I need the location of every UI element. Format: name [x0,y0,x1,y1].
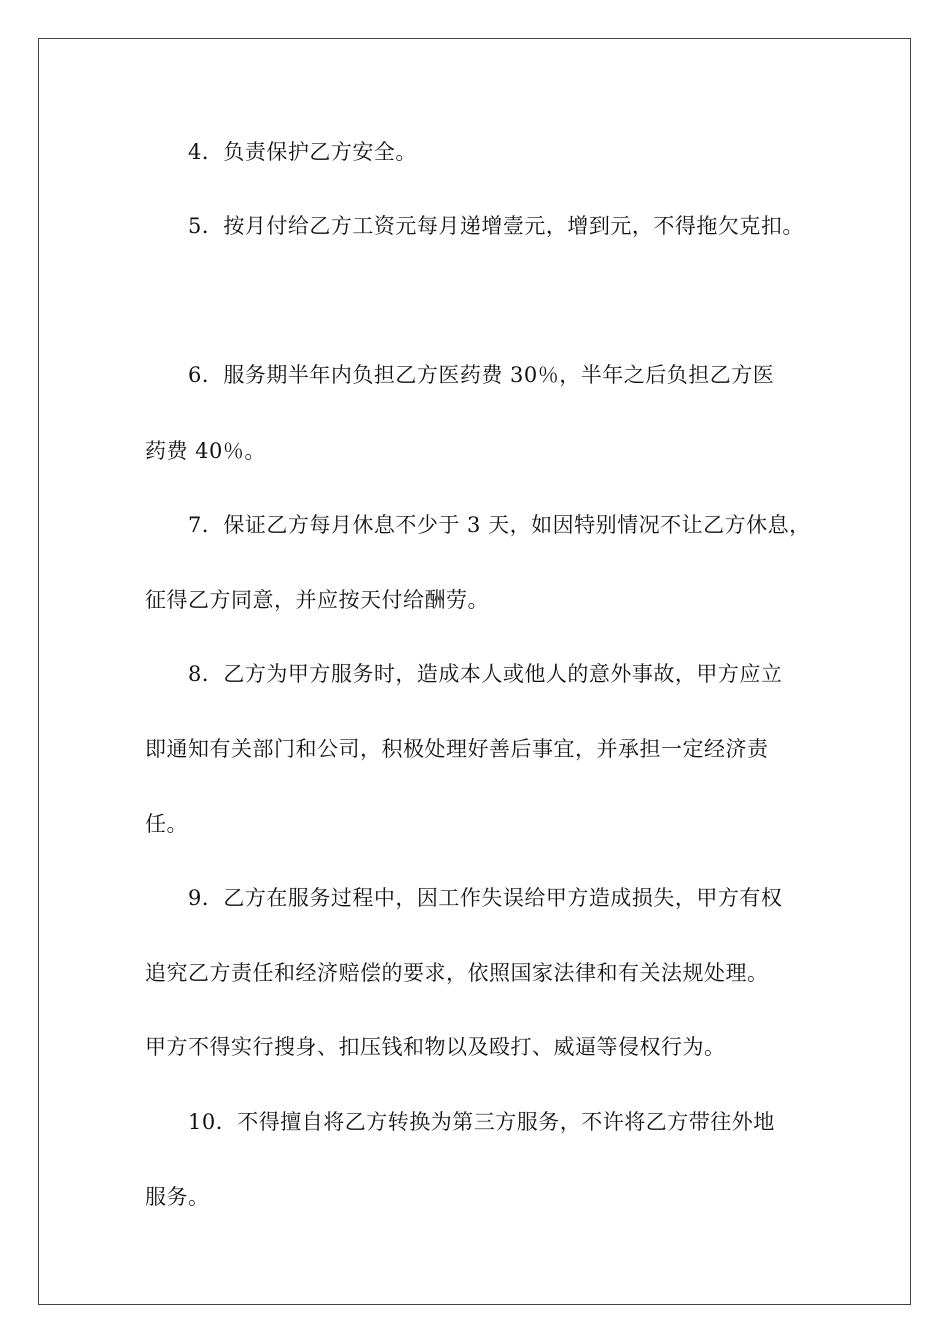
clause-8-line-2: 即通知有关部门和公司，积极处理好善后事宜，并承担一定经济责 [145,737,769,761]
clause-10-line-2: 服务。 [145,1185,210,1209]
clause-8-line-1: 8．乙方为甲方服务时，造成本人或他人的意外事故，甲方应立 [188,662,783,686]
clause-5-line-1: 5．按月付给乙方工资元每月递增壹元，增到元，不得拖欠克扣。 [188,214,804,238]
clause-4-line-1: 4．负责保护乙方安全。 [188,140,417,164]
clause-10-line-1: 10．不得擅自将乙方转换为第三方服务，不许将乙方带往外地 [188,1110,775,1134]
clause-8-line-3: 任。 [145,812,188,836]
clause-6-line-2: 药费 40％。 [145,439,266,463]
clause-9-line-2: 追究乙方责任和经济赔偿的要求，依照国家法律和有关法规处理。 [145,961,769,985]
clause-6-line-1: 6．服务期半年内负担乙方医药费 30％，半年之后负担乙方医 [188,363,775,387]
clause-9-line-1: 9．乙方在服务过程中，因工作失误给甲方造成损失，甲方有权 [188,886,783,910]
clause-7-line-2: 征得乙方同意，并应按天付给酬劳。 [145,588,489,612]
clause-9-line-3: 甲方不得实行搜身、扣压钱和物以及殴打、威逼等侵权行为。 [145,1035,726,1059]
clause-7-line-1: 7．保证乙方每月休息不少于 3 天，如因特别情况不让乙方休息， [188,513,811,537]
